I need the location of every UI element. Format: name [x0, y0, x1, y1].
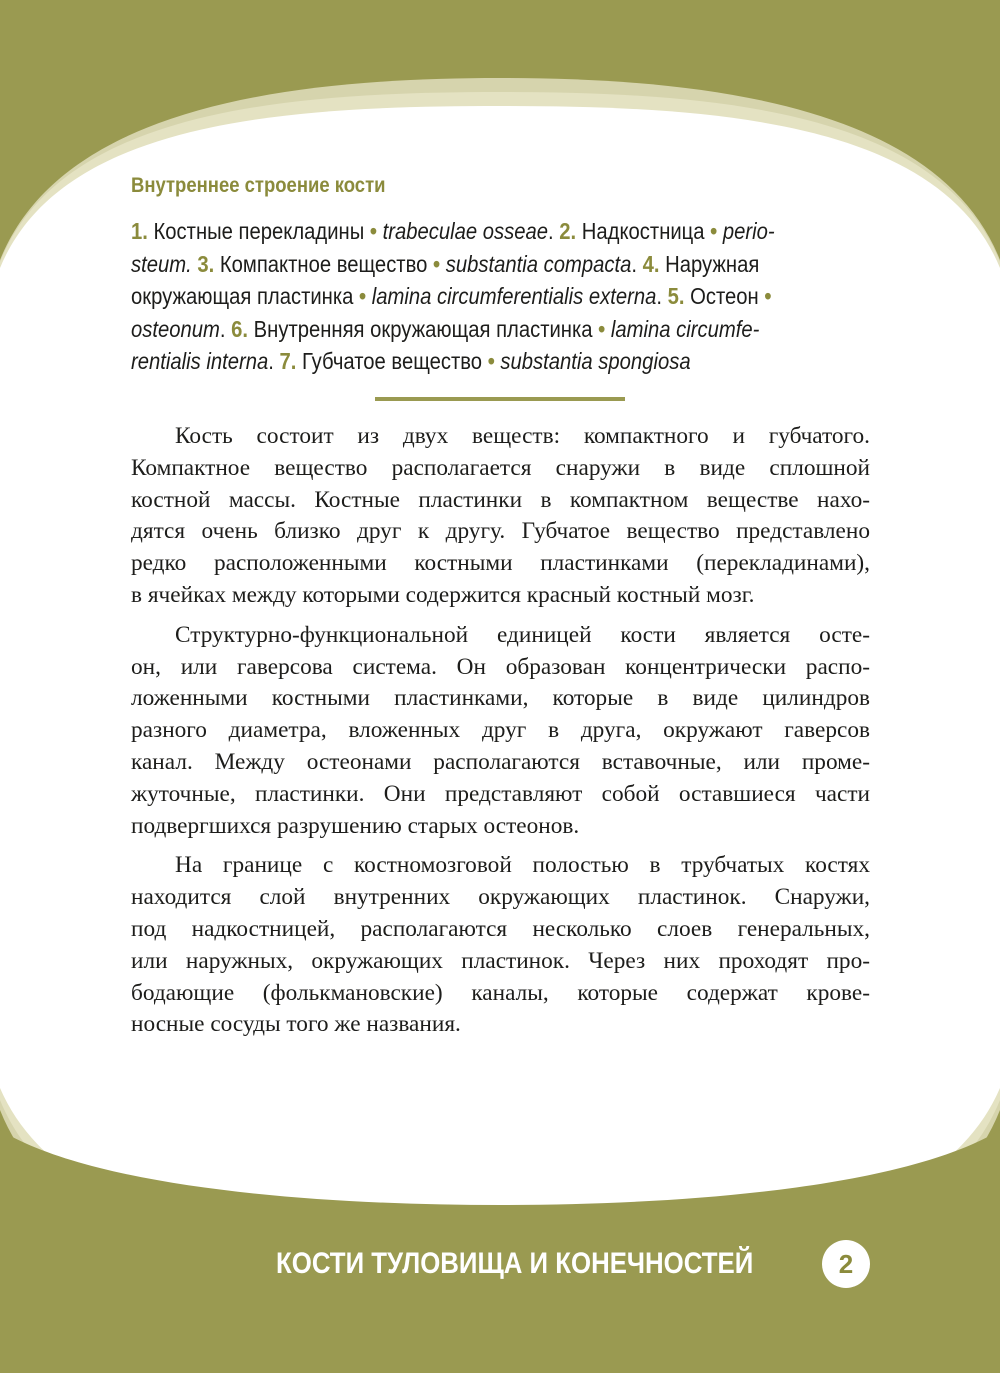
text-line: он, или гаверсова система. Он образован концентрически распо-: [131, 653, 870, 680]
text-line: Кость состоит из двух веществ: компактного и губчатого.: [175, 423, 870, 449]
legend-number: 1.: [131, 218, 148, 244]
paragraph-3: [131, 850, 870, 1041]
body-text: [131, 421, 870, 1049]
bullet-dot: •: [487, 348, 495, 375]
legend-term-latin: osteonum: [131, 315, 220, 342]
legend-term-ru: .: [548, 218, 560, 244]
text-line: редко расположенными костными пластинками (перекладинами),: [131, 550, 870, 577]
bullet-dot: •: [764, 283, 772, 310]
figure-caption-title: Внутреннее строение кости: [131, 174, 386, 197]
legend-term-ru: Остеон: [684, 283, 765, 310]
legend-line: [131, 345, 781, 378]
section-divider: [375, 397, 625, 401]
text-line: или наружных, окружающих пластинок. Через них проходят про-: [131, 947, 870, 974]
legend-number: 4.: [642, 250, 660, 277]
paragraph-2: [131, 620, 870, 843]
paragraph-1: [131, 421, 870, 612]
legend-line: [131, 313, 781, 346]
legend-term-ru: Надкостница: [576, 218, 711, 244]
page-number-badge: 2: [822, 1240, 870, 1288]
text-line: жуточные, пластинки. Они представляют собой оставшиеся части: [131, 780, 870, 807]
legend-term-ru: Наружная: [659, 250, 760, 277]
legend-term-latin: substantia spongiosa: [494, 348, 691, 375]
legend-term-ru: Внутренняя окружающая пластинка: [248, 315, 599, 342]
legend-number: 7.: [279, 348, 297, 375]
bullet-dot: •: [359, 283, 367, 310]
text-line: бодающие (фолькмановские) каналы, которые содержат крове-: [131, 979, 870, 1006]
legend-term-ru: .: [656, 283, 668, 310]
legend-term-latin: perio-: [717, 218, 775, 244]
text-line: подвергшихся разрушению старых остеонов.: [131, 812, 580, 839]
bullet-dot: •: [598, 315, 606, 342]
bullet-dot: •: [432, 250, 441, 277]
legend-term-ru: .: [268, 348, 280, 375]
text-line: Структурно-функциональной единицей кости является остe-: [175, 621, 870, 648]
legend-number: 3.: [197, 250, 215, 277]
legend-term-ru: .: [219, 315, 232, 342]
bullet-dot: •: [710, 218, 718, 244]
legend-term-latin: lamina circumfe-: [605, 315, 760, 342]
legend-number: 5.: [667, 283, 685, 310]
legend-term-latin: lamina circumferentialis externa: [366, 283, 657, 310]
legend-number: 2.: [559, 218, 577, 244]
text-line: разного диаметра, вложенных друг в друга, окружают гаверсов: [131, 717, 870, 744]
text-line: в ячейках между которыми содержится красный костный мозг.: [131, 581, 755, 608]
text-line: дятся очень близко друг к другу. Губчатое вещество представлено: [131, 518, 870, 545]
legend-term-latin: steum.: [131, 250, 198, 277]
text-line: Компактное вещество располагается снаружи в виде сплошной: [131, 454, 870, 481]
legend-term-latin: substantia compacta: [440, 250, 632, 277]
legend-term-ru: Компактное вещество: [214, 250, 433, 277]
legend-term-latin: trabeculae osseae: [376, 218, 549, 244]
text-line: костной массы. Костные пластинки в компактном веществе нахо-: [131, 486, 870, 513]
text-line: На границе с костномозговой полостью в трубчатых костях: [175, 852, 870, 879]
legend-line: [131, 215, 781, 248]
legend-number: 6.: [231, 315, 249, 342]
legend-line: [131, 280, 781, 313]
legend-term-latin: rentialis interna: [131, 348, 269, 375]
text-line: находится слой внутренних окружающих пластинок. Снаружи,: [131, 884, 870, 911]
bullet-dot: •: [369, 218, 377, 244]
text-line: под надкостницей, располагаются несколько слоев генеральных,: [131, 915, 870, 942]
legend-term-ru: Костные перекладины: [147, 218, 370, 244]
text-line: носные сосуды того же названия.: [131, 1011, 461, 1038]
legend-line: [131, 248, 781, 281]
section-title: КОСТИ ТУЛОВИЩА И КОНЕЧНОСТЕЙ: [276, 1247, 754, 1280]
figure-legend: [131, 215, 870, 378]
legend-term-ru: окружающая пластинка: [131, 283, 360, 310]
legend-term-ru: Губчатое вещество: [296, 348, 488, 375]
text-line: канал. Между остеонами располагаются вставочные, или проме-: [131, 748, 870, 775]
text-line: ложенными костными пластинками, которые в виде цилиндров: [131, 685, 870, 712]
legend-term-ru: .: [631, 250, 643, 277]
